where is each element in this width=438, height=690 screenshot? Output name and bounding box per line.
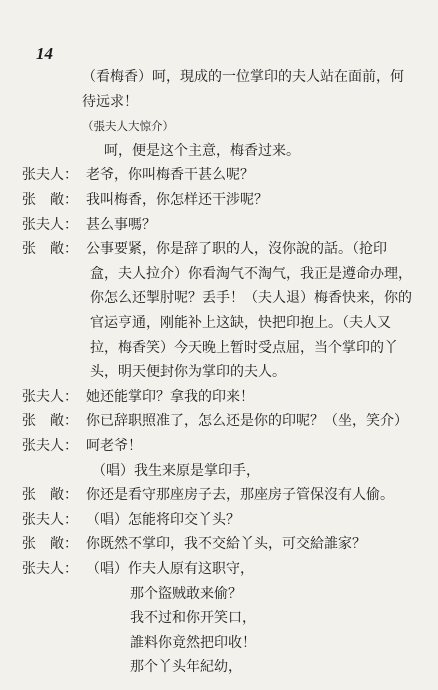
- line-text: 那个丫头年紀幼，: [130, 659, 242, 676]
- line-text: 甚么事嗎？: [86, 216, 156, 233]
- speaker-name: 张 敞：: [22, 487, 78, 504]
- line-text: 你还是看守那座房子去，那座房子管保沒有人偷。: [86, 487, 394, 504]
- line-text: 公事要紧，你是辞了职的人，沒你說的話。（抢印: [86, 241, 387, 258]
- line-text: 她还能掌印？拿我的印来！: [86, 388, 254, 405]
- line-text: （唱）怎能将印交丫头？: [86, 511, 240, 528]
- line-text: 我叫梅香，你怎样还干涉呢？: [86, 192, 268, 208]
- line-text: 官运亨通，刚能补上这缺，快把印抱上。（夫人又: [90, 315, 391, 331]
- line-text: 誰料你竟然把印收！: [130, 634, 256, 651]
- line-text: 你怎么还掣肘呢？丢手！（夫人退）梅香快来，你的: [90, 290, 412, 307]
- line-text: 盒，夫人拉介）你看淘气不淘气，我正是遵命办理，: [90, 265, 412, 282]
- line-text: 老爷，你叫梅香干甚么呢？: [86, 167, 254, 184]
- page-number: 14: [36, 44, 53, 63]
- speaker-name: 张夫人：: [22, 388, 78, 405]
- speaker-name: 张夫人：: [22, 511, 78, 528]
- speaker-name: 张夫人：: [22, 561, 78, 577]
- line-text: （看梅香）呵，現成的一位掌印的夫人站在面前，何: [82, 69, 404, 85]
- speaker-name: 张 敞：: [22, 413, 78, 430]
- line-text: （唱）作夫人原有这职守，: [86, 561, 254, 577]
- speaker-name: 张夫人：: [22, 438, 78, 454]
- line-text: 呵老爷！: [86, 438, 142, 454]
- speaker-name: 张 敞：: [22, 536, 78, 553]
- line-text: 呵，便是这个主意，梅香过来。: [104, 142, 300, 159]
- line-text: 待远求！: [82, 93, 138, 110]
- line-text: （張夫人大惊介）: [82, 119, 174, 134]
- line-text: 你既然不掌印，我不交給丫头，可交給誰家？: [86, 536, 366, 553]
- speaker-name: 张 敞：: [22, 241, 78, 258]
- speaker-name: 张夫人：: [22, 216, 78, 233]
- speaker-name: 张 敞：: [22, 192, 78, 208]
- line-text: 拉，梅香笑）今天晚上暂时受点屈，当个掌印的丫: [90, 339, 398, 356]
- speaker-name: 张夫人：: [22, 167, 78, 184]
- line-text: （唱）我生来原是掌印手，: [92, 462, 260, 479]
- line-text: 你已辞职照准了，怎么还是你的印呢？（坐，笑介）: [86, 413, 408, 430]
- line-text: 头，明天便封你为掌印的夫人。: [90, 364, 286, 381]
- line-text: 那个盜贼敢来偷？: [130, 585, 242, 602]
- line-text: 我不过和你开笑口，: [130, 610, 256, 627]
